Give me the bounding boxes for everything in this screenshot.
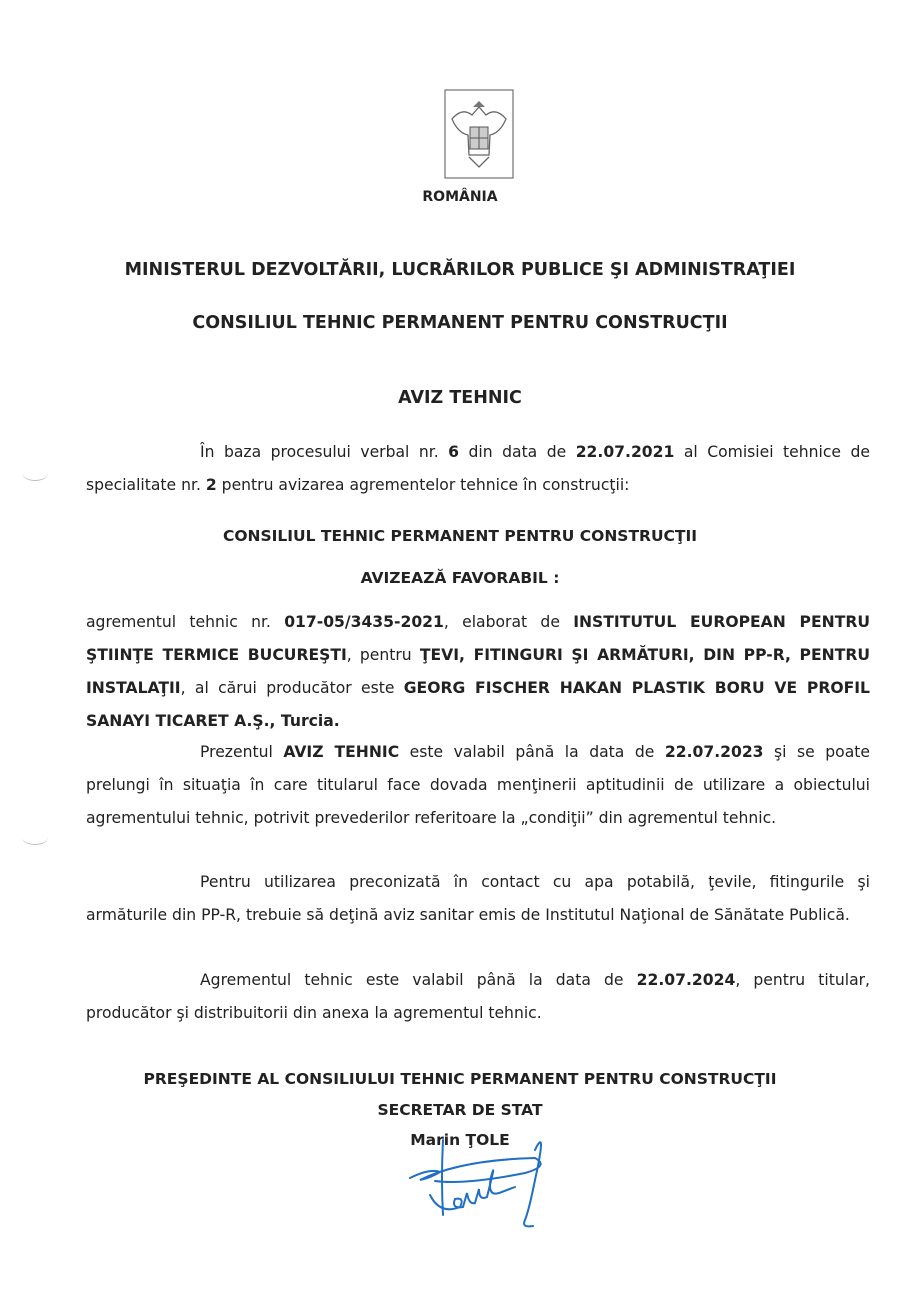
paragraph-sanitary: Pentru utilizarea preconizată în contact cu apa potabilă, ţevile, fitingurile şi armăturile din PP-R, trebuie să deţină aviz sanitar emis de Institutul Naţional de Sănătate Publică. xyxy=(86,873,870,924)
text: este valabil până la data de xyxy=(399,743,665,761)
signatory-name: Marin ŢOLE xyxy=(410,1131,510,1149)
text: pentru avizarea agrementelor tehnice în construcţii: xyxy=(216,476,630,494)
paragraph-basis xyxy=(86,436,870,502)
punch-hole-mark xyxy=(22,466,48,481)
handwritten-signature xyxy=(405,1130,565,1244)
text-bold: AVIZ TEHNIC xyxy=(283,743,400,761)
paragraph-agreement-validity xyxy=(86,964,870,1030)
signatory-position: SECRETAR DE STAT xyxy=(377,1101,543,1119)
paragraph-validity xyxy=(86,736,870,835)
document-title: AVIZ TEHNIC xyxy=(398,388,522,408)
agreement-number: 017-05/3435-2021 xyxy=(284,613,444,631)
product-name: ŢEVI, FITINGURI ŞI ARMĂTURI, DIN PP-R, PENTRU INSTALAŢII xyxy=(86,646,870,697)
agreement-validity-date: 22.07.2024 xyxy=(636,971,736,989)
text: al Comisiei tehnice de specialitate nr. xyxy=(86,443,870,494)
council-heading: CONSILIUL TEHNIC PERMANENT PENTRU CONSTRUCŢII xyxy=(222,527,698,545)
validity-date: 22.07.2023 xyxy=(664,743,764,761)
decision-heading: AVIZEAZĂ FAVORABIL : xyxy=(360,569,560,587)
text: Agrementul tehnic este valabil până la data de xyxy=(200,971,637,989)
text: din data de xyxy=(459,443,576,461)
institute-name: INSTITUTUL EUROPEAN PENTRU ŞTIINŢE TERMICE BUCUREŞTI xyxy=(86,613,870,664)
manufacturer-name: GEORG FISCHER HAKAN PLASTIK BORU VE PROFIL SANAYI TICARET A.Ş., Turcia. xyxy=(86,679,870,730)
punch-hole-mark xyxy=(22,830,48,845)
country-name: ROMÂNIA xyxy=(422,189,498,205)
council-title: CONSILIUL TEHNIC PERMANENT PENTRU CONSTRUCŢII xyxy=(192,313,728,333)
minutes-number: 6 xyxy=(448,443,460,461)
ministry-title: MINISTERUL DEZVOLTĂRII, LUCRĂRILOR PUBLICE ŞI ADMINISTRAŢIEI xyxy=(124,260,796,280)
coat-of-arms-emblem xyxy=(444,89,514,179)
paragraph-agreement xyxy=(86,606,870,738)
text: agrementul tehnic nr. xyxy=(86,613,285,631)
text: şi se poate prelungi în situaţia în care titularul face dovada menţinerii aptitudinii de utilizare a obiectului agrementului tehnic, potrivit prevederilor referitoare la „condiţii” din agrementul tehnic. xyxy=(86,743,870,827)
text: , al cărui producător este xyxy=(180,679,404,697)
text: Prezentul xyxy=(200,743,284,761)
signatory-role: PREŞEDINTE AL CONSILIULUI TEHNIC PERMANENT PENTRU CONSTRUCŢII xyxy=(143,1070,777,1088)
text: În baza procesului verbal nr. xyxy=(200,443,449,461)
minutes-date: 22.07.2021 xyxy=(575,443,675,461)
text: , pentru titular, producător şi distribuitorii din anexa la agrementul tehnic. xyxy=(86,971,870,1022)
text: , pentru xyxy=(346,646,420,664)
commission-number: 2 xyxy=(205,476,217,494)
text: , elaborat de xyxy=(443,613,574,631)
